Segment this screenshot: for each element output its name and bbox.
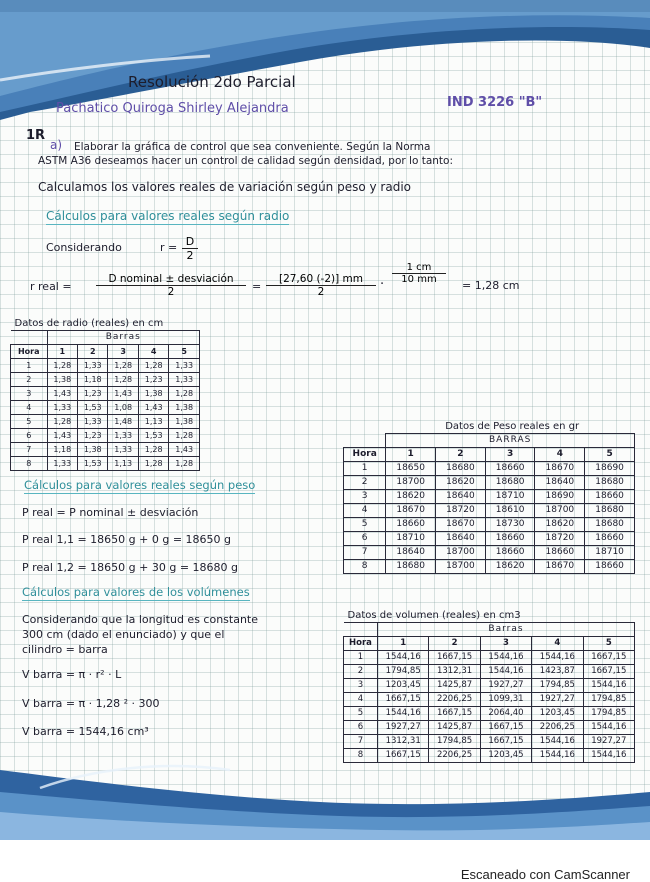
radio-cell: 1,33 [169, 359, 200, 373]
peso-cell: 18680 [585, 518, 635, 532]
volume-row-hour: 5 [344, 707, 378, 721]
volume-row-hour: 8 [344, 749, 378, 763]
radio-row-hour: 1 [11, 359, 48, 373]
volume-table [343, 609, 635, 763]
volume-cell: 1544,16 [532, 749, 583, 763]
volume-table-row [344, 693, 635, 707]
volume-cell: 1544,16 [480, 665, 531, 679]
volume-row-hour: 2 [344, 665, 378, 679]
problem-part: a) [50, 138, 63, 152]
peso-cell: 18660 [585, 490, 635, 504]
radio-cell: 1,38 [78, 443, 108, 457]
peso-cell: 18690 [535, 490, 585, 504]
radio-cell: 1,28 [108, 373, 138, 387]
volume-cell: 1544,16 [532, 651, 583, 665]
volume-cell: 2206,25 [429, 749, 480, 763]
volume-row-hour: 4 [344, 693, 378, 707]
peso-row-hour: 2 [344, 476, 386, 490]
volume-col-4: 4 [532, 637, 583, 651]
volume-cell: 1312,31 [429, 665, 480, 679]
calc-heading: Calculamos los valores reales de variación según peso y radio [38, 180, 412, 194]
peso-col-4: 4 [535, 448, 585, 462]
volume-cell: 1927,27 [377, 721, 428, 735]
radio-col-5: 5 [169, 345, 200, 359]
peso-row-hour: 6 [344, 532, 386, 546]
peso-row-hour: 4 [344, 504, 386, 518]
rreal-equals: = [252, 280, 262, 293]
volume-cell: 1794,85 [429, 735, 480, 749]
peso-cell: 18640 [386, 546, 436, 560]
volume-heading: Cálculos para valores de los volúmenes [22, 585, 250, 599]
rreal-lhs: r real = [30, 280, 72, 293]
peso-row-hour: 8 [344, 560, 386, 574]
peso-cell: 18640 [436, 490, 486, 504]
volume-cell: 1544,16 [583, 679, 634, 693]
peso-cell: 18650 [386, 462, 436, 476]
peso-cell: 18710 [485, 490, 535, 504]
volume-table-row [344, 679, 635, 693]
rreal-fraction [96, 273, 246, 298]
conversion-fraction [392, 262, 446, 285]
volume-cell: 1794,85 [583, 693, 634, 707]
radio-cell: 1,28 [138, 457, 168, 471]
peso-cell: 18720 [436, 504, 486, 518]
peso-col-2: 2 [436, 448, 486, 462]
peso-cell: 18610 [485, 504, 535, 518]
peso-table-corner: Hora [344, 448, 386, 462]
volume-table-row [344, 651, 635, 665]
radio-col-1: 1 [47, 345, 77, 359]
radio-cell: 1,53 [138, 429, 168, 443]
volume-cell: 1425,87 [429, 721, 480, 735]
peso-cell: 18690 [585, 462, 635, 476]
radio-cell: 1,33 [47, 401, 77, 415]
volume-col-1: 1 [377, 637, 428, 651]
peso-table-row [344, 476, 635, 490]
volume-table-row [344, 721, 635, 735]
radio-cell: 1,28 [138, 359, 168, 373]
peso-cell: 18700 [436, 546, 486, 560]
radio-cell: 1,33 [108, 443, 138, 457]
peso-table-subheader: BARRAS [386, 434, 635, 448]
volume-cell: 1667,15 [583, 665, 634, 679]
radio-row-hour: 3 [11, 387, 48, 401]
radio-table-header-row [11, 345, 200, 359]
author-name: Pachatico Quiroga Shirley Alejandra [56, 101, 289, 116]
volume-table-row [344, 749, 635, 763]
intro-line-1: Elaborar la gráfica de control que sea conveniente. Según la Norma [74, 141, 431, 153]
radio-cell: 1,28 [169, 387, 200, 401]
peso-cell: 18700 [436, 560, 486, 574]
volume-col-5: 5 [583, 637, 634, 651]
radio-cell: 1,18 [47, 443, 77, 457]
peso-cell: 18660 [585, 560, 635, 574]
radio-cell: 1,43 [169, 443, 200, 457]
peso-cell: 18680 [585, 504, 635, 518]
peso-cell: 18660 [485, 462, 535, 476]
rreal-values-denominator: 2 [317, 286, 325, 298]
peso-cell: 18620 [386, 490, 436, 504]
considering-label: Considerando [46, 241, 122, 254]
peso-cell: 18640 [535, 476, 585, 490]
peso-table-row [344, 546, 635, 560]
radio-col-3: 3 [108, 345, 138, 359]
radio-cell: 1,48 [108, 415, 138, 429]
radio-cell: 1,33 [169, 373, 200, 387]
page-title: Resolución 2do Parcial [128, 73, 296, 91]
radio-cell: 1,33 [78, 415, 108, 429]
radio-cell: 1,33 [47, 457, 77, 471]
radio-row-hour: 5 [11, 415, 48, 429]
radio-cell: 1,43 [47, 429, 77, 443]
radio-cell: 1,28 [47, 359, 77, 373]
volume-cell: 1544,16 [480, 651, 531, 665]
peso-cell: 18710 [585, 546, 635, 560]
volume-table-subheader: Barras [377, 623, 634, 637]
course-code: IND 3226 "B" [447, 95, 543, 110]
r-fraction [182, 235, 198, 262]
volume-cell: 1544,16 [532, 735, 583, 749]
radio-cell: 1,23 [78, 429, 108, 443]
radio-cell: 1,23 [138, 373, 168, 387]
radio-cell: 1,38 [47, 373, 77, 387]
volume-cell: 1312,31 [377, 735, 428, 749]
peso-table [343, 420, 635, 574]
r-numerator: D [182, 235, 198, 249]
volume-cell: 1667,15 [429, 707, 480, 721]
volume-table-header-row [344, 637, 635, 651]
volume-table-row [344, 665, 635, 679]
radio-cell: 1,28 [47, 415, 77, 429]
radio-cell: 1,53 [78, 457, 108, 471]
peso-row-hour: 1 [344, 462, 386, 476]
vbarra-formula: V barra = π · r² · L [22, 668, 122, 681]
radio-cell: 1,28 [138, 443, 168, 457]
rreal-values-fraction [266, 273, 376, 298]
volume-cell: 1794,85 [532, 679, 583, 693]
radio-table-row [11, 457, 200, 471]
volume-cell: 1423,87 [532, 665, 583, 679]
vbarra-result: V barra = 1544,16 cm³ [22, 725, 149, 738]
scanner-watermark: Escaneado con CamScanner [460, 867, 630, 882]
radio-cell: 1,28 [108, 359, 138, 373]
volume-cell: 1544,16 [583, 749, 634, 763]
volume-cell: 2206,25 [532, 721, 583, 735]
radio-table-row [11, 443, 200, 457]
conversion-numerator: 1 cm [392, 262, 446, 274]
peso-row-hour: 7 [344, 546, 386, 560]
volume-row-hour: 1 [344, 651, 378, 665]
volume-cell: 1544,16 [377, 651, 428, 665]
volume-row-hour: 6 [344, 721, 378, 735]
volume-row-hour: 3 [344, 679, 378, 693]
peso-cell: 18720 [535, 532, 585, 546]
radio-cell: 1,13 [138, 415, 168, 429]
volume-cell: 1667,15 [429, 651, 480, 665]
radio-table-row [11, 429, 200, 443]
volume-cell: 1203,45 [377, 679, 428, 693]
peso-cell: 18700 [535, 504, 585, 518]
radio-table-subheader: Barras [47, 331, 199, 345]
peso-cell: 18620 [436, 476, 486, 490]
volume-text-1: Considerando que la longitud es constante [22, 613, 259, 626]
volume-row-hour: 7 [344, 735, 378, 749]
volume-table-corner: Hora [344, 637, 378, 651]
peso-cell: 18660 [485, 546, 535, 560]
volume-cell: 1927,27 [532, 693, 583, 707]
peso-table-row [344, 560, 635, 574]
peso-cell: 18710 [386, 532, 436, 546]
radio-row-hour: 7 [11, 443, 48, 457]
problem-number: 1R [26, 128, 46, 143]
volume-cell: 2064,40 [480, 707, 531, 721]
volume-cell: 1927,27 [480, 679, 531, 693]
volume-col-3: 3 [480, 637, 531, 651]
preal-formula: P real = P nominal ± desviación [22, 506, 199, 519]
radio-row-hour: 6 [11, 429, 48, 443]
radio-cell: 1,18 [78, 373, 108, 387]
peso-cell: 18640 [436, 532, 486, 546]
peso-col-1: 1 [386, 448, 436, 462]
rreal-denominator: 2 [167, 286, 175, 298]
peso-cell: 18670 [386, 504, 436, 518]
peso-cell: 18680 [585, 476, 635, 490]
volume-cell: 1099,31 [480, 693, 531, 707]
rreal-values: [27,60 (-2)] mm [266, 273, 376, 286]
rreal-multiply: · [380, 277, 385, 292]
volume-cell: 1667,15 [377, 749, 428, 763]
volume-col-2: 2 [429, 637, 480, 651]
radio-row-hour: 4 [11, 401, 48, 415]
volume-cell: 1667,15 [377, 693, 428, 707]
radio-cell: 1,38 [169, 415, 200, 429]
radio-heading: Cálculos para valores reales según radio [46, 209, 290, 223]
peso-cell: 18680 [436, 462, 486, 476]
peso-cell: 18680 [485, 476, 535, 490]
radio-cell: 1,38 [138, 387, 168, 401]
r-lhs: r = [160, 241, 178, 254]
peso-cell: 18680 [386, 560, 436, 574]
peso-heading: Cálculos para valores reales según peso [24, 478, 256, 492]
radio-table-corner: Hora [11, 345, 48, 359]
radio-row-hour: 2 [11, 373, 48, 387]
peso-col-5: 5 [585, 448, 635, 462]
peso-table-title: Datos de Peso reales en gr [386, 420, 635, 434]
volume-table-row [344, 707, 635, 721]
radio-cell: 1,33 [108, 429, 138, 443]
peso-cell: 18670 [436, 518, 486, 532]
radio-cell: 1,53 [78, 401, 108, 415]
peso-cell: 18660 [485, 532, 535, 546]
radio-cell: 1,38 [169, 401, 200, 415]
preal-1-1: P real 1,1 = 18650 g + 0 g = 18650 g [22, 533, 232, 546]
preal-1-2: P real 1,2 = 18650 g + 30 g = 18680 g [22, 561, 239, 574]
radio-cell: 1,43 [47, 387, 77, 401]
radio-table [10, 317, 200, 471]
volume-cell: 1425,87 [429, 679, 480, 693]
radio-table-row [11, 387, 200, 401]
radio-cell: 1,43 [108, 387, 138, 401]
peso-cell: 18700 [386, 476, 436, 490]
radio-table-row [11, 359, 200, 373]
peso-row-hour: 5 [344, 518, 386, 532]
radio-cell: 1,28 [169, 429, 200, 443]
radio-row-hour: 8 [11, 457, 48, 471]
volume-cell: 1203,45 [480, 749, 531, 763]
radio-table-row [11, 401, 200, 415]
volume-cell: 1667,15 [583, 651, 634, 665]
conversion-denominator: 10 mm [401, 274, 437, 285]
radio-cell: 1,13 [108, 457, 138, 471]
volume-text-3: cilindro = barra [22, 643, 108, 656]
volume-cell: 1203,45 [532, 707, 583, 721]
peso-table-row [344, 518, 635, 532]
volume-cell: 1544,16 [583, 721, 634, 735]
volume-cell: 1667,15 [480, 721, 531, 735]
peso-table-row [344, 504, 635, 518]
volume-cell: 1667,15 [480, 735, 531, 749]
peso-cell: 18670 [535, 462, 585, 476]
radio-table-row [11, 373, 200, 387]
peso-table-row [344, 462, 635, 476]
volume-cell: 1927,27 [583, 735, 634, 749]
peso-cell: 18620 [485, 560, 535, 574]
rreal-numerator: D nominal ± desviación [96, 273, 246, 286]
radio-cell: 1,23 [78, 387, 108, 401]
volume-cell: 1794,85 [377, 665, 428, 679]
volume-cell: 2206,25 [429, 693, 480, 707]
vbarra-substitution: V barra = π · 1,28 ² · 300 [22, 697, 160, 710]
volume-table-row [344, 735, 635, 749]
radio-cell: 1,33 [78, 359, 108, 373]
peso-cell: 18670 [535, 560, 585, 574]
volume-cell: 1544,16 [377, 707, 428, 721]
peso-cell: 18660 [386, 518, 436, 532]
radio-cell: 1,43 [138, 401, 168, 415]
peso-cell: 18620 [535, 518, 585, 532]
volume-cell: 1794,85 [583, 707, 634, 721]
peso-cell: 18660 [585, 532, 635, 546]
peso-cell: 18730 [485, 518, 535, 532]
r-denominator: 2 [186, 249, 194, 262]
radio-table-title: Datos de radio (reales) en cm [11, 317, 200, 331]
volume-text-2: 300 cm (dado el enunciado) y que el [22, 628, 225, 641]
peso-row-hour: 3 [344, 490, 386, 504]
radio-cell: 1,28 [169, 457, 200, 471]
intro-line-2: ASTM A36 deseamos hacer un control de calidad según densidad, por lo tanto: [38, 155, 454, 167]
peso-table-row [344, 532, 635, 546]
peso-cell: 18660 [535, 546, 585, 560]
volume-table-title: Datos de volumen (reales) en cm3 [344, 609, 635, 623]
peso-table-row [344, 490, 635, 504]
peso-table-header-row [344, 448, 635, 462]
radio-col-4: 4 [138, 345, 168, 359]
rreal-result: = 1,28 cm [462, 279, 520, 292]
radio-table-row [11, 415, 200, 429]
peso-col-3: 3 [485, 448, 535, 462]
radio-cell: 1,08 [108, 401, 138, 415]
radio-col-2: 2 [78, 345, 108, 359]
